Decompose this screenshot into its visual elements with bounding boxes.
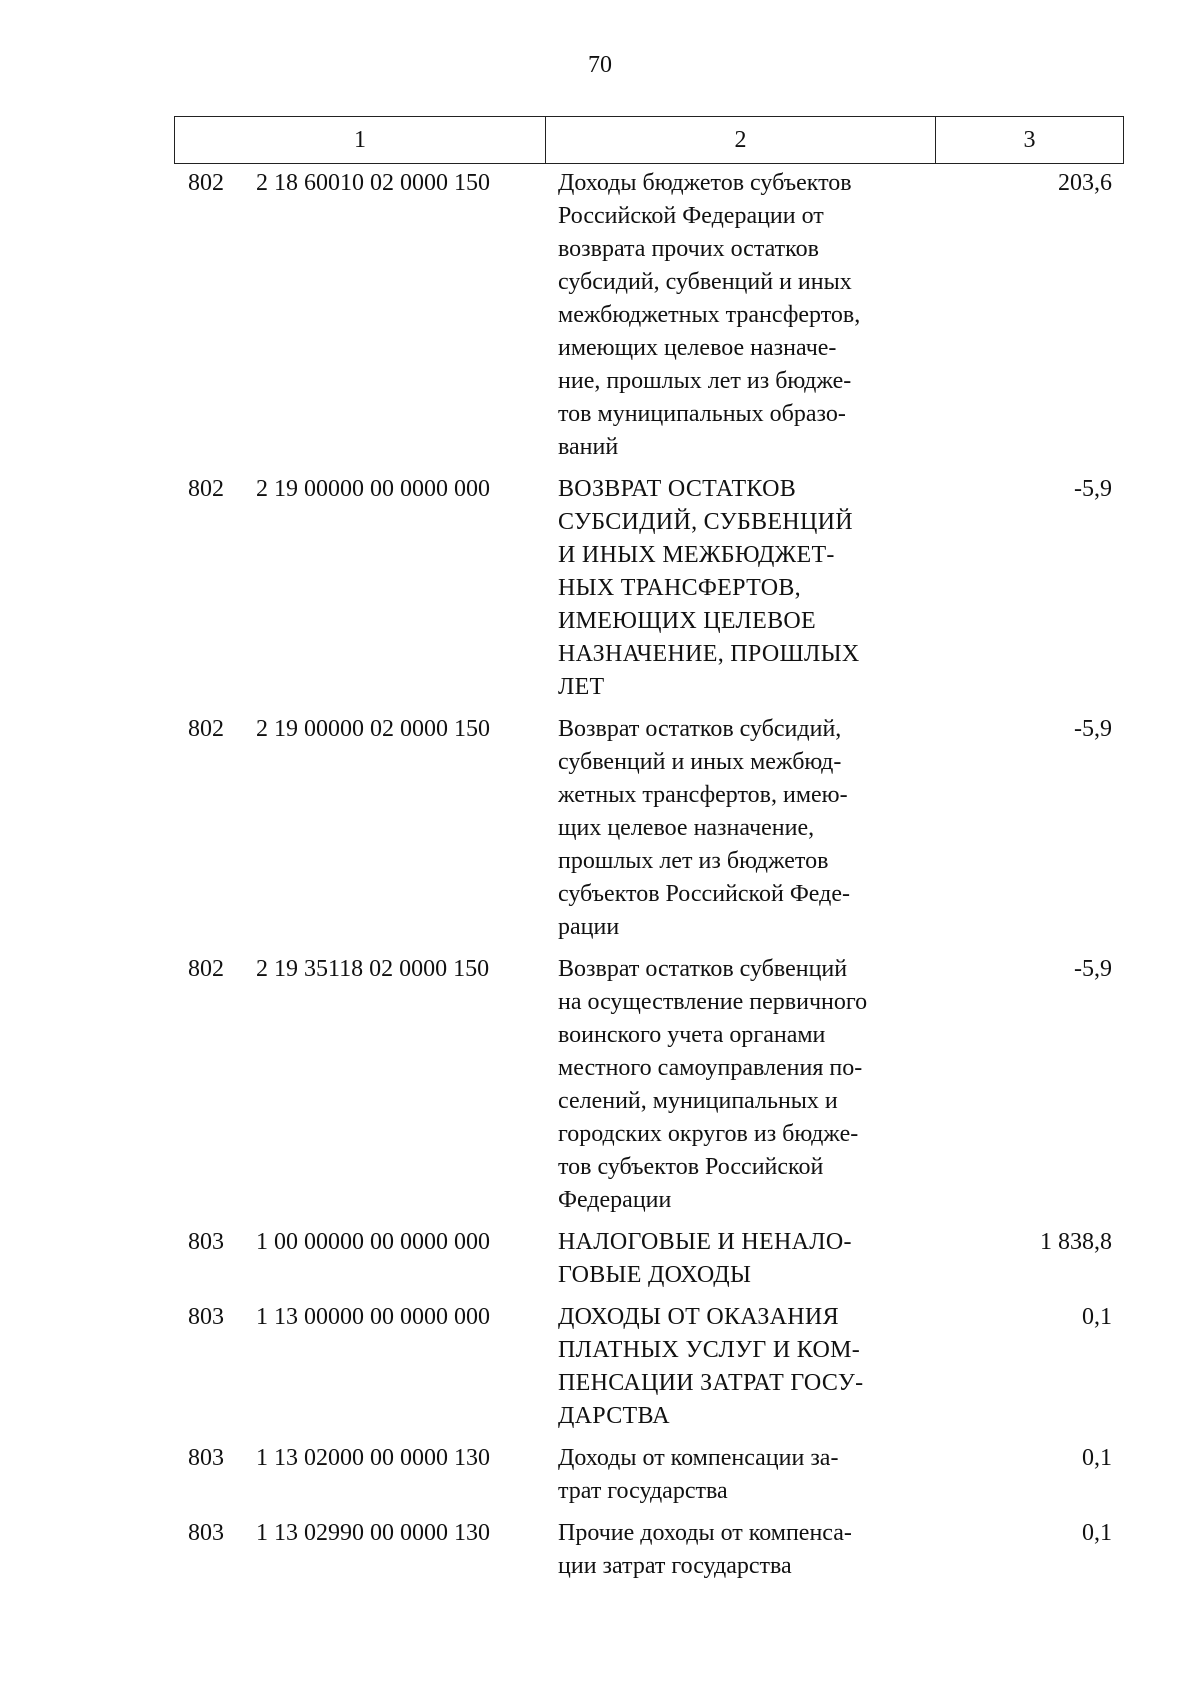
income-name: ВОЗВРАТ ОСТАТКОВ СУБСИДИЙ, СУБВЕНЦИЙ И ИНЫХ МЕЖБЮДЖЕТ- НЫХ ТРАНСФЕРТОВ, ИМЕЮЩИХ ЦЕЛЕВОЕ НАЗНАЧЕНИЕ, ПРОШЛЫХ ЛЕТ bbox=[558, 476, 860, 700]
budget-code: 1 13 02000 00 0000 130 bbox=[256, 1445, 490, 1471]
income-name: Возврат остатков субсидий, субвенций и иных межбюд- жетных трансфертов, имею- щих целевое назначение, прошлых лет из бюджетов субъектов Российской Феде- рации bbox=[558, 716, 850, 940]
table-row bbox=[0, 713, 1200, 944]
budget-code: 1 00 00000 00 0000 000 bbox=[256, 1229, 490, 1255]
table-row bbox=[0, 1517, 1200, 1583]
header-col-2: 2 bbox=[546, 117, 936, 163]
amount: 0,1 bbox=[1082, 1520, 1112, 1546]
income-name: ДОХОДЫ ОТ ОКАЗАНИЯ ПЛАТНЫХ УСЛУГ И КОМ- ПЕНСАЦИИ ЗАТРАТ ГОСУ- ДАРСТВА bbox=[558, 1304, 864, 1429]
header-col-3: 3 bbox=[1023, 126, 1036, 153]
page-number: 70 bbox=[588, 52, 612, 78]
table-row bbox=[0, 167, 1200, 464]
amount: 0,1 bbox=[1082, 1445, 1112, 1471]
budget-code: 2 19 00000 00 0000 000 bbox=[256, 476, 490, 502]
table-row bbox=[0, 1301, 1200, 1433]
amount: 203,6 bbox=[1058, 170, 1112, 196]
table-body bbox=[0, 167, 1200, 1583]
amount: 0,1 bbox=[1082, 1304, 1112, 1330]
budget-code: 2 18 60010 02 0000 150 bbox=[256, 170, 490, 196]
amount: -5,9 bbox=[1074, 956, 1112, 982]
amount: 1 838,8 bbox=[1040, 1229, 1112, 1255]
amount: -5,9 bbox=[1074, 716, 1112, 742]
income-name: НАЛОГОВЫЕ И НЕНАЛО- ГОВЫЕ ДОХОДЫ bbox=[558, 1229, 852, 1288]
admin-code: 802 bbox=[188, 170, 224, 196]
admin-code: 803 bbox=[188, 1304, 224, 1330]
amount: -5,9 bbox=[1074, 476, 1112, 502]
table-header bbox=[174, 116, 1124, 164]
table-row bbox=[0, 953, 1200, 1217]
admin-code: 803 bbox=[188, 1229, 224, 1255]
header-col-1: 1 bbox=[175, 117, 546, 163]
budget-code: 1 13 00000 00 0000 000 bbox=[256, 1304, 490, 1330]
income-name: Доходы от компенсации за- трат государства bbox=[558, 1445, 839, 1504]
budget-code: 2 19 35118 02 0000 150 bbox=[256, 956, 490, 982]
budget-code: 1 13 02990 00 0000 130 bbox=[256, 1520, 490, 1546]
table-row bbox=[0, 473, 1200, 704]
admin-code: 802 bbox=[188, 716, 224, 742]
admin-code: 803 bbox=[188, 1520, 224, 1546]
budget-code: 2 19 00000 02 0000 150 bbox=[256, 716, 490, 742]
table-row bbox=[0, 1442, 1200, 1508]
table-row bbox=[0, 1226, 1200, 1292]
income-name: Доходы бюджетов субъектов Российской Федерации от возврата прочих остатков субсидий, субвенций и иных межбюджетных трансфертов, имеющих целевое назначе- ние, прошлых лет из бюдже- тов муниципальных образо- ваний bbox=[558, 170, 861, 460]
income-name: Возврат остатков субвенций на осуществление первичного воинского учета органами местного самоуправления по- селений, муниципальных и городских округов из бюдже- тов субъектов Российской Федерации bbox=[558, 956, 868, 1213]
income-name: Прочие доходы от компенса- ции затрат государства bbox=[558, 1520, 852, 1579]
admin-code: 802 bbox=[188, 956, 224, 982]
admin-code: 802 bbox=[188, 476, 224, 502]
admin-code: 803 bbox=[188, 1445, 224, 1471]
